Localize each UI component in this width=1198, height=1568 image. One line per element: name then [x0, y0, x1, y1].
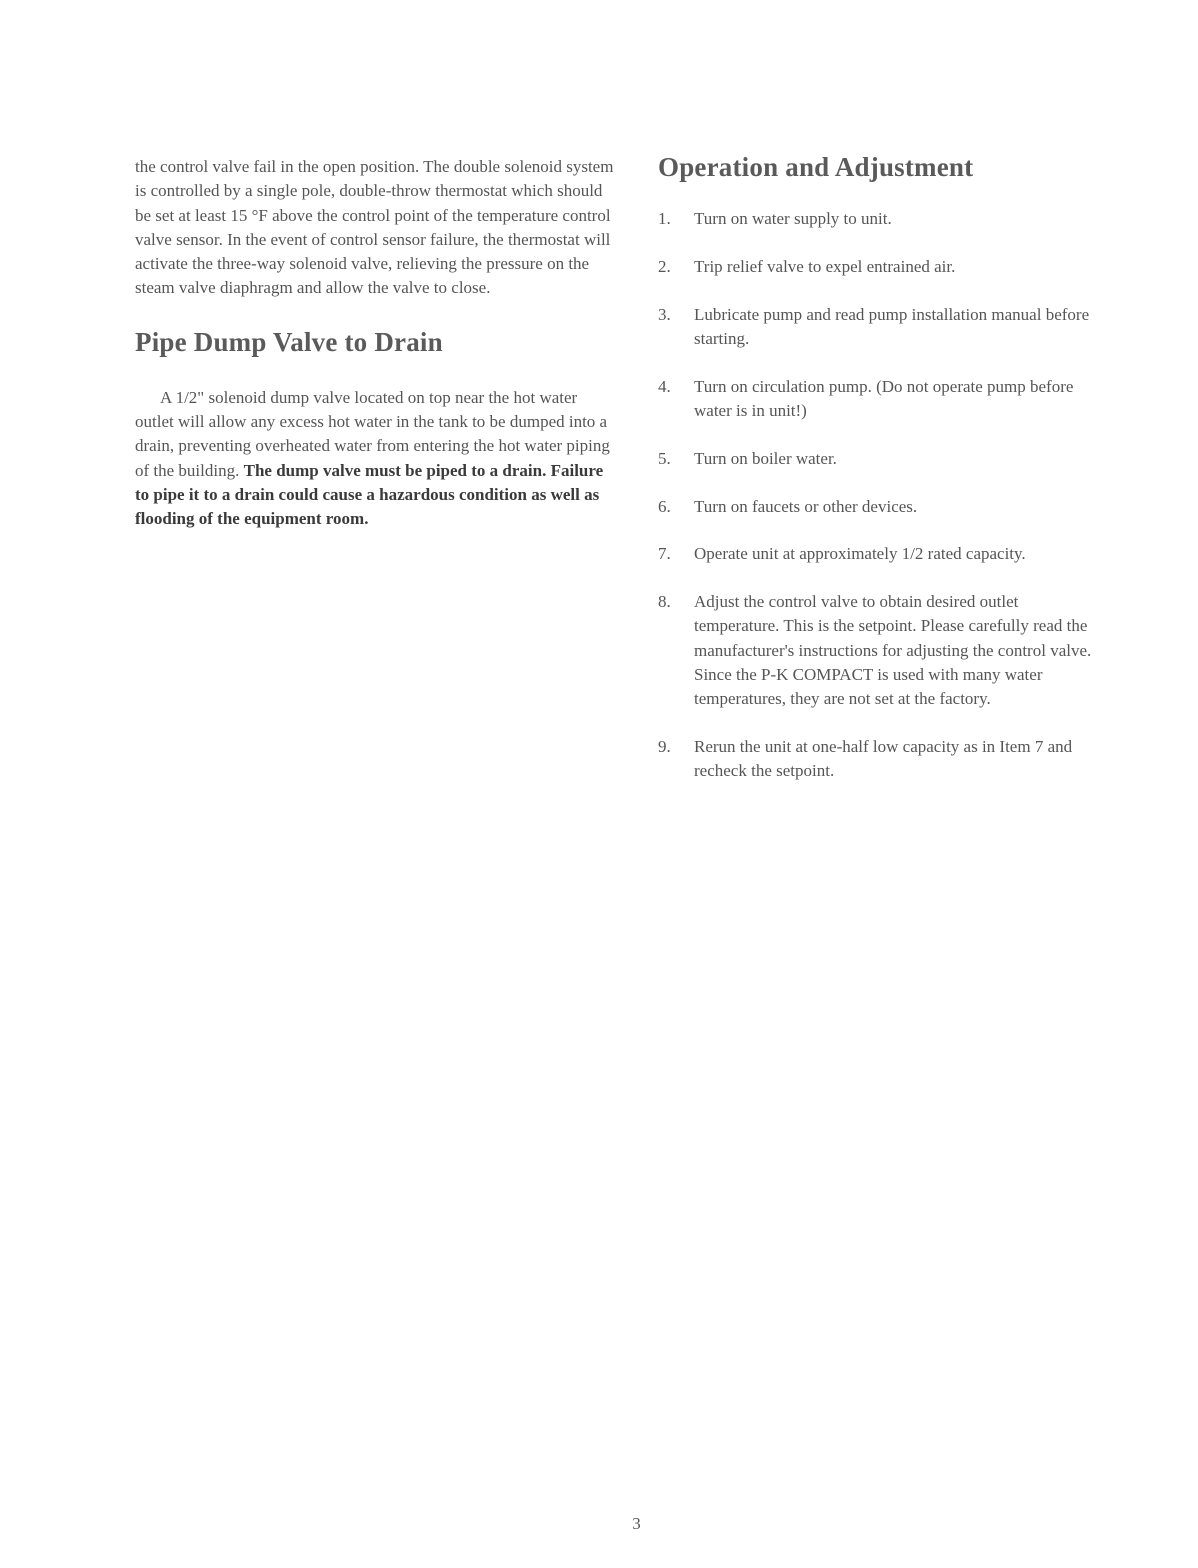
list-item [658, 590, 1108, 711]
step-number: 2. [658, 256, 671, 276]
operation-steps-list [658, 207, 1108, 784]
step-text: Turn on water supply to unit. [694, 209, 892, 228]
step-number: 3. [658, 304, 671, 324]
step-number: 8. [658, 592, 671, 612]
step-text: Operate unit at approximately 1/2 rated capacity. [694, 544, 1026, 564]
step-text: Lubricate pump and read pump installation manual before starting. [694, 304, 1090, 348]
right-column [658, 152, 1108, 807]
intro-paragraph: the control valve fail in the open position. The double solenoid system is controlled by a single pole, double-throw thermostat which should be set at least 15 °F above the control point of the temperature control valve sensor. In the event of control sensor failure, the thermostat will activate the three-way solenoid valve, relieving the pressure on the steam valve diaphragm and allow the valve to close. [135, 157, 614, 298]
step-text: Turn on boiler water. [694, 448, 837, 468]
dump-valve-warning: The dump valve must be piped to a drain. Failure to pipe it to a drain could cause a hazardous condition as well as flooding of the equipment room. [135, 460, 604, 529]
list-item [658, 207, 1108, 231]
step-number: 1. [658, 209, 671, 228]
step-number: 9. [658, 737, 671, 757]
list-item [658, 735, 1108, 784]
step-text: Adjust the control valve to obtain desired outlet temperature. This is the setpoint. Please carefully read the manufacturer's instructions for adjusting the control valve. Since the P-K COMPACT is used with many water temperatures, they are not set at the factory. [694, 592, 1092, 709]
step-number: 5. [658, 448, 671, 468]
step-number: 4. [658, 376, 671, 396]
list-item [658, 542, 1108, 566]
list-item [658, 255, 1108, 279]
section-heading-pipe-dump-valve: Pipe Dump Valve to Drain [135, 326, 443, 357]
step-text: Trip relief valve to expel entrained air. [694, 256, 956, 276]
step-text: Rerun the unit at one-half low capacity as in Item 7 and recheck the setpoint. [694, 737, 1073, 781]
step-text: Turn on faucets or other devices. [694, 496, 918, 516]
dump-valve-paragraph [135, 386, 620, 532]
left-column [135, 155, 620, 532]
list-item [658, 375, 1108, 424]
step-number: 6. [658, 496, 671, 516]
dump-valve-body-text: A 1/2" solenoid dump valve located on top near the hot water outlet will allow any excess hot water in the tank to be dumped into a drain, preventing overheated water from entering the hot water piping of the building. [135, 387, 610, 480]
list-item [658, 303, 1108, 352]
step-text: Turn on circulation pump. (Do not operate pump before water is in unit!) [694, 376, 1074, 420]
list-item [658, 495, 1108, 519]
section-heading-operation-adjustment: Operation and Adjustment [658, 152, 974, 182]
step-number: 7. [658, 544, 671, 564]
page-number: 3 [632, 1514, 641, 1533]
list-item [658, 447, 1108, 471]
